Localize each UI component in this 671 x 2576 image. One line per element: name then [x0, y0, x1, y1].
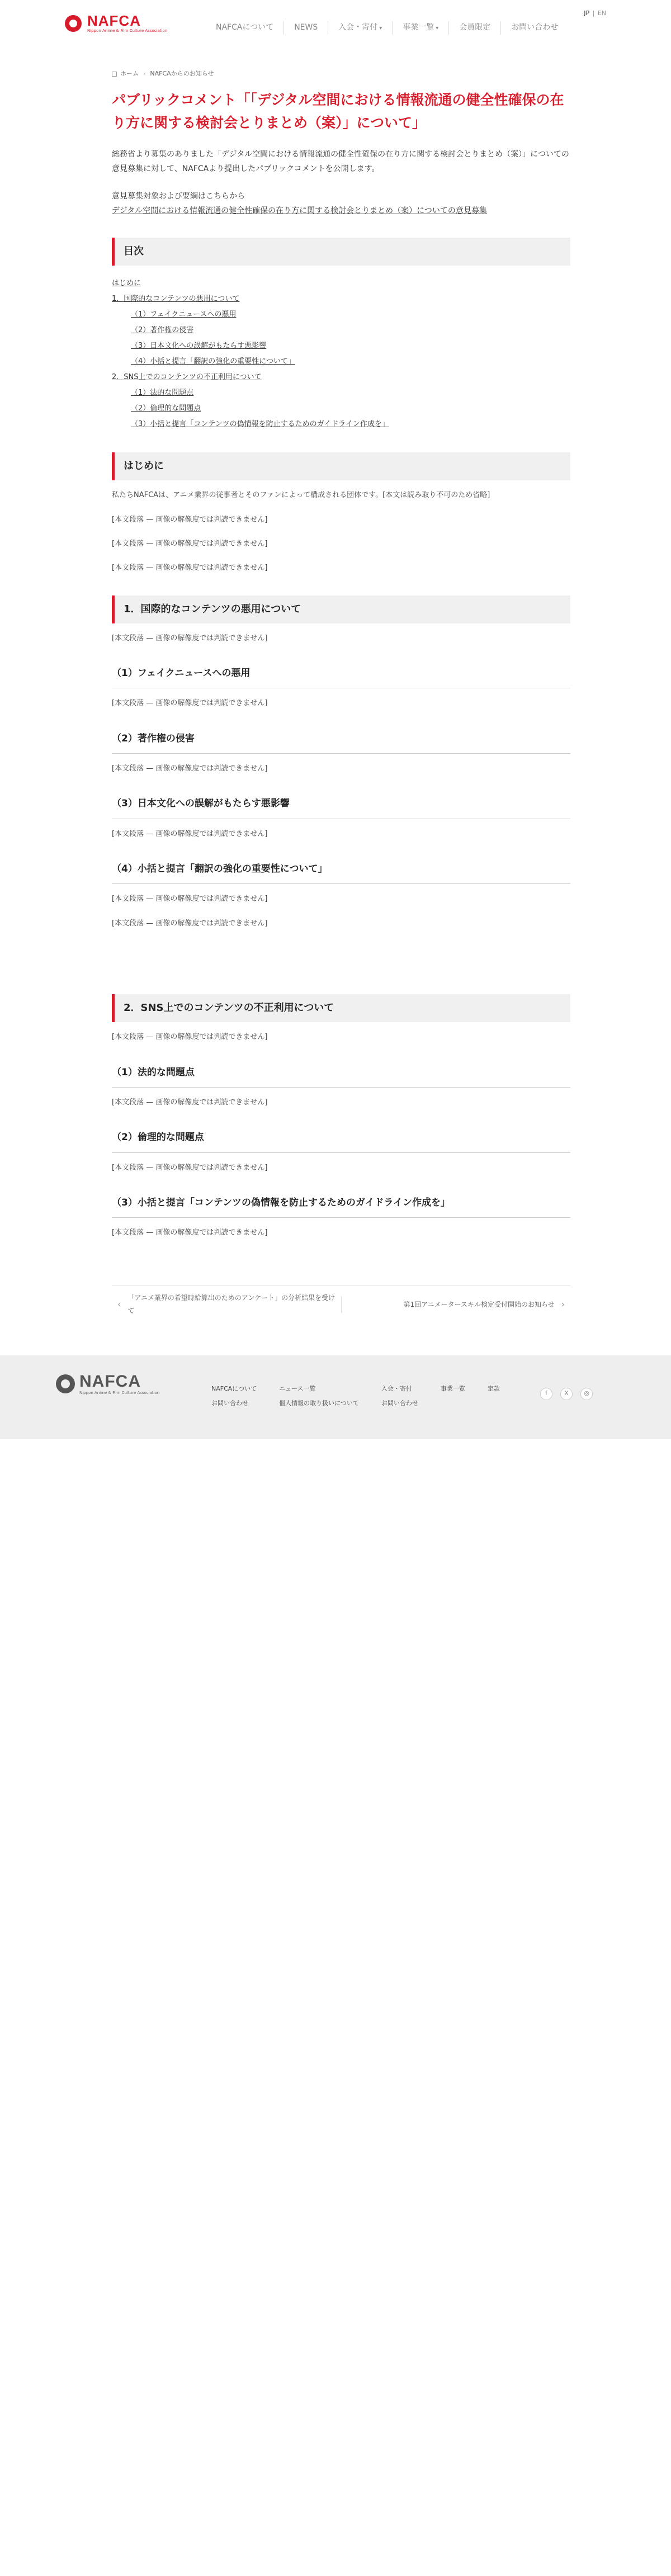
breadcrumb-home[interactable]: ホーム	[120, 69, 139, 77]
footer-link[interactable]: NAFCAについて	[211, 1384, 257, 1392]
chevron-left-icon: ‹	[117, 1298, 121, 1310]
subsection-body-1-2	[112, 762, 570, 776]
body-paragraph: [本文段落 — 画像の解像度では判読できません]	[112, 1163, 268, 1172]
subsection-heading-1-2: （2）著作権の侵害	[112, 730, 570, 754]
prev-post-title: 「アニメ業界の希望時給算出のためのアンケート」の分析結果を受けて	[127, 1294, 336, 1315]
site-header	[0, 0, 671, 54]
toc-link[interactable]: 2．SNS上でのコンテンツの不正利用について	[112, 373, 262, 382]
subsection-heading-2-3: （3）小括と提言「コンテンツの偽情報を防止するためのガイドライン作成を」	[112, 1194, 570, 1218]
section-body-1	[112, 631, 570, 645]
footer-nav	[211, 1383, 500, 1410]
toc-item	[112, 354, 570, 370]
toc-link[interactable]: （1）フェイクニュースへの悪用	[131, 310, 237, 319]
section-heading-1: 1．国際的なコンテンツの悪用について	[112, 595, 570, 623]
logo-text	[79, 1373, 159, 1395]
section-heading-2: 2．SNS上でのコンテンツの不正利用について	[112, 994, 570, 1022]
logo-sub: Nippon Anime & Film Culture Association	[87, 29, 168, 33]
body-paragraph: [本文段落 — 画像の解像度では判読できません]	[112, 829, 268, 838]
toc-item	[112, 401, 570, 417]
body-paragraph: [本文段落 — 画像の解像度では判読できません]	[112, 1033, 268, 1042]
site-footer	[0, 1355, 671, 1439]
body-paragraph: [本文段落 — 画像の解像度では判読できません]	[112, 515, 268, 524]
intro	[112, 147, 570, 219]
body-paragraph: [本文段落 — 画像の解像度では判読できません]	[112, 764, 268, 773]
body-paragraph: [本文段落 — 画像の解像度では判読できません]	[112, 919, 268, 928]
toc-link[interactable]: （2）著作権の侵害	[131, 326, 194, 335]
body-paragraph: 私たちNAFCAは、アニメ業界の従事者とそのファンによって構成される団体です。[本文は読み取り不可のため省略]	[112, 491, 490, 500]
toc-link[interactable]: 1．国際的なコンテンツの悪用について	[112, 295, 240, 304]
page-title: パブリックコメント「「デジタル空間における情報流通の健全性確保の在り方に関する検討会とりまとめ（案）」について」	[112, 92, 564, 131]
toc-link[interactable]: （4）小括と提言「翻訳の強化の重要性について」	[131, 357, 296, 366]
site-logo[interactable]	[65, 13, 167, 33]
nav-label: 入会・寄付	[338, 23, 378, 32]
intro-link-lead: 意見募集対象および要綱はこちらから	[112, 191, 245, 201]
toc-heading: 目次	[112, 238, 570, 266]
next-post-title: 第1回アニメータースキル検定受付開始のお知らせ	[403, 1300, 555, 1308]
toc-link[interactable]: （1）法的な問題点	[131, 389, 194, 398]
body-paragraph: [本文段落 — 画像の解像度では判読できません]	[112, 699, 268, 708]
body-paragraph: [本文段落 — 画像の解像度では判読できません]	[112, 1098, 268, 1107]
toc-list	[112, 276, 570, 432]
toc-item	[112, 338, 570, 354]
instagram-icon[interactable]: ◎	[580, 1388, 593, 1400]
section-body-2	[112, 1030, 570, 1044]
toc-item	[112, 385, 570, 401]
consultation-link[interactable]: デジタル空間における情報流通の健全性確保の在り方に関する検討会とりまとめ（案）についての意見募集	[112, 206, 487, 216]
breadcrumb	[112, 66, 570, 82]
footer-logo-name: NAFCA	[79, 1372, 141, 1391]
footer-link[interactable]: 定款	[487, 1384, 500, 1392]
nav-item-members[interactable]	[448, 21, 500, 35]
x-icon[interactable]: X	[560, 1388, 573, 1400]
nav-item-about[interactable]	[206, 21, 283, 35]
toc-link[interactable]: （3）日本文化への誤解がもたらす悪影響	[131, 342, 267, 351]
footer-link[interactable]: 個人情報の取り扱いについて	[279, 1400, 359, 1407]
nav-label: NEWS	[294, 23, 318, 32]
section-heading-intro: はじめに	[112, 452, 570, 480]
subsection-heading-2-1: （1）法的な問題点	[112, 1064, 570, 1088]
logo-text	[87, 13, 167, 33]
nav-label: 会員限定	[459, 23, 491, 32]
breadcrumb-current[interactable]: NAFCAからのお知らせ	[150, 69, 214, 77]
lang-sep: |	[592, 10, 595, 17]
toc-link[interactable]: はじめに	[112, 279, 141, 288]
logo-mark-icon	[56, 1374, 75, 1393]
subsection-body-1-1	[112, 696, 570, 710]
social-links	[540, 1388, 593, 1400]
language-switcher	[583, 8, 606, 20]
body-paragraph: [本文段落 — 画像の解像度では判読できません]	[112, 539, 268, 548]
logo-mark-icon	[65, 15, 82, 32]
body-paragraph: [本文段落 — 画像の解像度では判読できません]	[112, 564, 268, 573]
section-spacer	[112, 940, 570, 974]
intro-link-block	[112, 189, 570, 219]
main-content	[112, 66, 570, 1324]
lang-jp[interactable]: JP	[584, 10, 590, 17]
nav-item-projects[interactable]	[392, 21, 448, 35]
lang-en[interactable]: EN	[597, 10, 606, 17]
toc-item	[112, 323, 570, 338]
subsection-heading-2-2: （2）倫理的な問題点	[112, 1128, 570, 1152]
footer-link[interactable]: 事業一覧	[440, 1384, 465, 1392]
body-paragraph: [本文段落 — 画像の解像度では判読できません]	[112, 634, 268, 642]
chevron-right-icon: ›	[561, 1298, 565, 1310]
subsection-body-2-3	[112, 1226, 570, 1240]
toc-link[interactable]: （2）倫理的な問題点	[131, 404, 201, 413]
nav-label: お問い合わせ	[511, 23, 559, 32]
subsection-body-1-4	[112, 892, 570, 930]
post-pager	[112, 1285, 570, 1324]
footer-link[interactable]: ニュース一覧	[279, 1384, 316, 1392]
footer-link[interactable]: お問い合わせ	[381, 1400, 418, 1407]
nav-label: NAFCAについて	[216, 23, 274, 32]
body-paragraph: [本文段落 — 画像の解像度では判読できません]	[112, 1228, 268, 1237]
nav-item-contact[interactable]	[500, 21, 568, 35]
facebook-icon[interactable]: f	[540, 1388, 552, 1400]
footer-logo-sub: Nippon Anime & Film Culture Association	[79, 1390, 160, 1395]
logo-name: NAFCA	[87, 12, 141, 29]
next-post-link[interactable]	[341, 1296, 571, 1313]
toc-item	[112, 276, 570, 291]
nav-item-join[interactable]	[328, 21, 392, 35]
nav-label: 事業一覧	[403, 23, 434, 32]
chevron-down-icon: ▾	[379, 25, 382, 31]
subsection-body-2-2	[112, 1161, 570, 1175]
prev-post-link[interactable]	[112, 1292, 341, 1317]
subsection-body-1-3	[112, 827, 570, 841]
subsection-heading-1-1: （1）フェイクニュースへの悪用	[112, 664, 570, 688]
footer-logo[interactable]	[56, 1373, 159, 1395]
global-nav	[206, 21, 568, 35]
toc-item	[112, 291, 570, 307]
intro-paragraph: 総務省より募集のありました「デジタル空間における情報流通の健全性確保の在り方に関する検討会とりまとめ（案）」についての意見募集に対して、NAFCAより提出したパブリックコメントを公開します。	[112, 149, 569, 174]
toc-link[interactable]: （3）小括と提言「コンテンツの偽情報を防止するためのガイドライン作成を」	[131, 420, 389, 429]
nav-item-news[interactable]	[283, 21, 328, 35]
footer-link[interactable]: 入会・寄付	[381, 1384, 412, 1392]
toc-item	[112, 370, 570, 385]
body-paragraph: [本文段落 — 画像の解像度では判読できません]	[112, 895, 268, 904]
chevron-down-icon: ▾	[436, 25, 439, 31]
subsection-heading-1-3: （3）日本文化への誤解がもたらす悪影響	[112, 795, 570, 819]
breadcrumb-separator: ›	[143, 69, 146, 77]
toc-item	[112, 307, 570, 323]
home-icon	[112, 72, 117, 77]
subsection-body-2-1	[112, 1095, 570, 1109]
section-body-intro	[112, 488, 570, 575]
toc-item	[112, 417, 570, 432]
subsection-heading-1-4: （4）小括と提言「翻訳の強化の重要性について」	[112, 860, 570, 884]
footer-link[interactable]: お問い合わせ	[211, 1400, 248, 1407]
